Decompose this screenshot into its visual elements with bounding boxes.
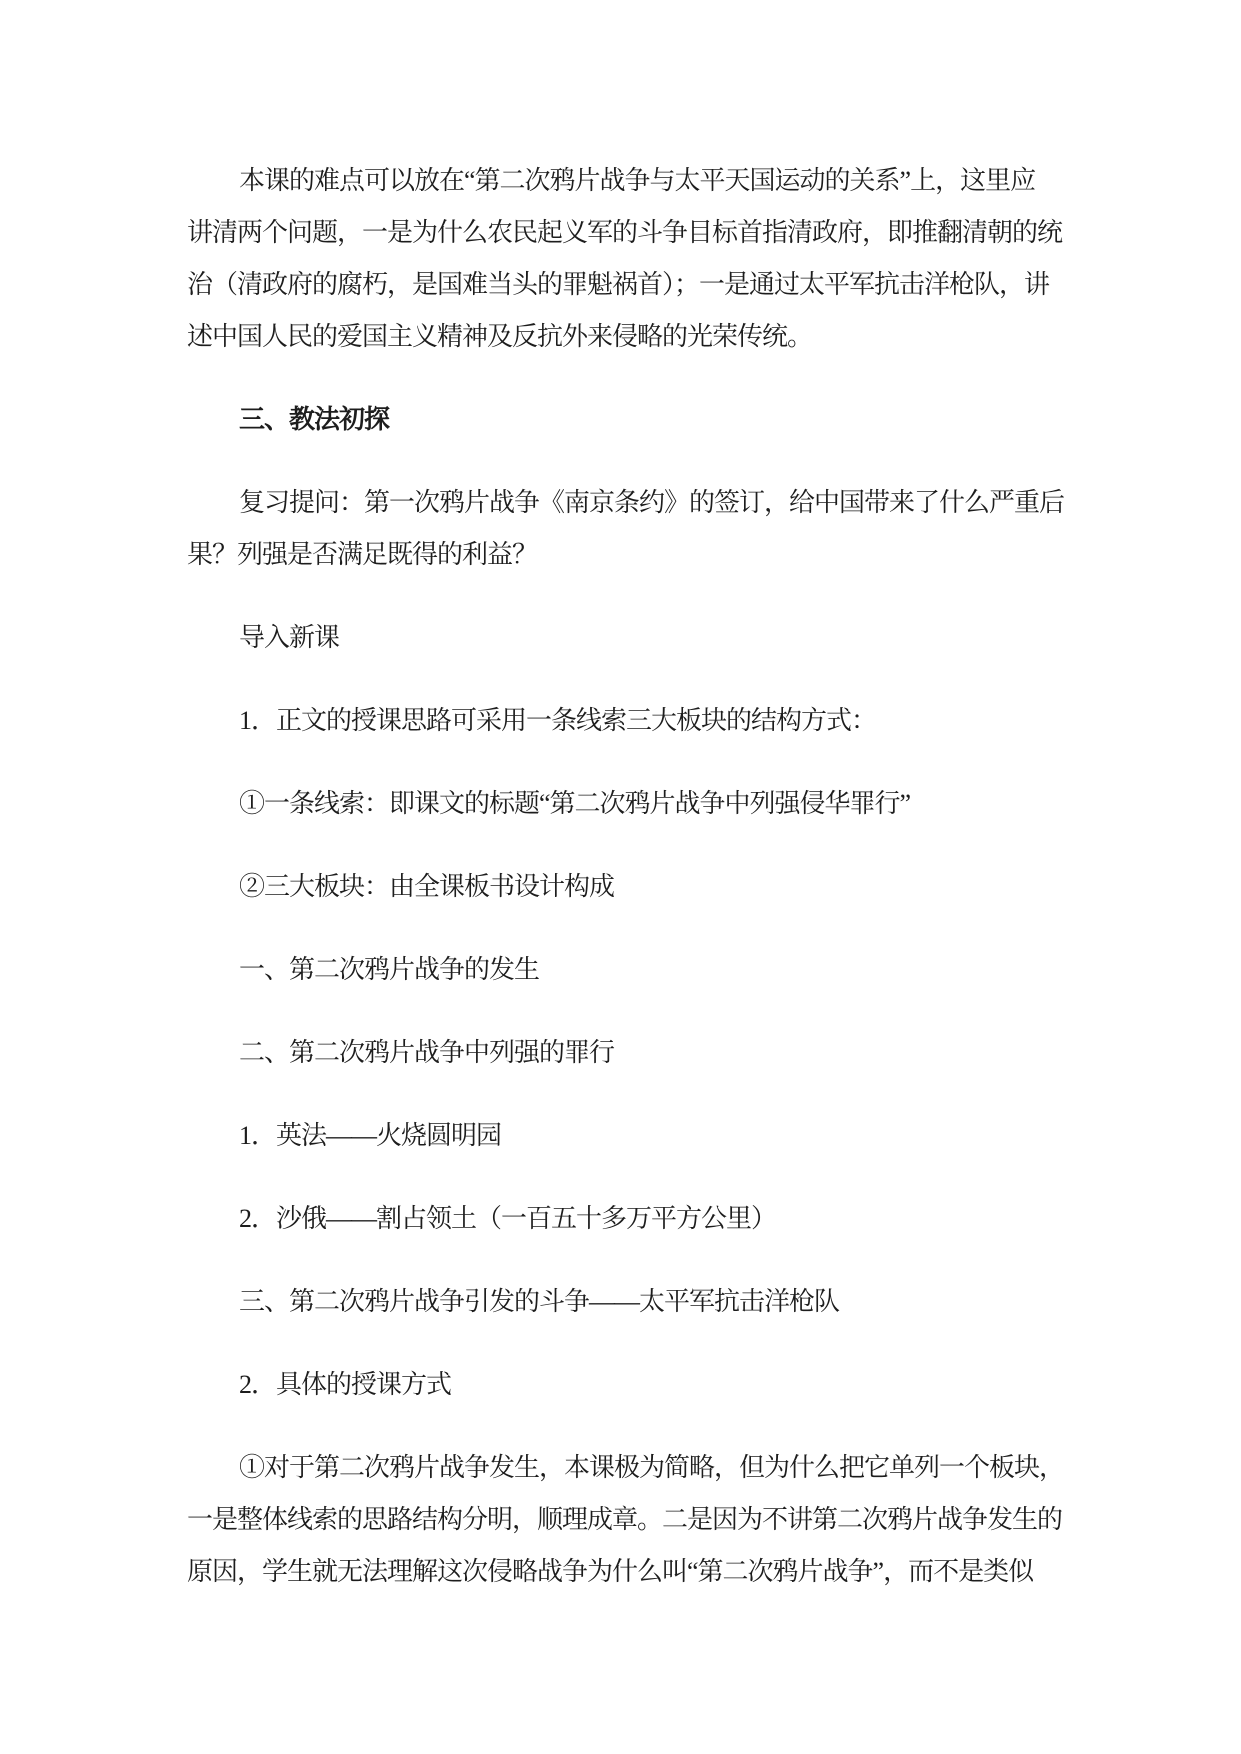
teaching-approach-item-2 xyxy=(187,1359,1107,1411)
three-sections-line xyxy=(187,861,1107,913)
text-line: 讲清两个问题，一是为什么农民起义军的斗争目标首指清政府，即推翻清朝的统 xyxy=(187,218,1063,247)
outline-subitem-russia xyxy=(187,1193,1107,1245)
text-line: 治（清政府的腐朽，是国难当头的罪魁祸首）；一是通过太平军抗击洋枪队，讲 xyxy=(187,270,1050,299)
text-line: 1．正文的授课思路可采用一条线索三大板块的结构方式： xyxy=(239,706,877,735)
text-line: 2．沙俄——割占领土（一百五十多万平方公里） xyxy=(239,1204,777,1233)
text-line: 导入新课 xyxy=(239,623,340,652)
text-line: 述中国人民的爱国主义精神及反抗外来侵略的光荣传统。 xyxy=(187,322,813,351)
text-line: 一是整体线索的思路结构分明，顺理成章。二是因为不讲第二次鸦片战争发生的 xyxy=(187,1505,1063,1534)
outline-item-3 xyxy=(187,1276,1107,1328)
explanation-paragraph xyxy=(187,1442,1107,1598)
text-line: 本课的难点可以放在“第二次鸦片战争与太平天国运动的关系”上，这里应 xyxy=(239,166,1036,195)
text-line: 2．具体的授课方式 xyxy=(239,1370,452,1399)
text-line: ①一条线索：即课文的标题“第二次鸦片战争中列强侵华罪行” xyxy=(239,789,911,818)
text-line: 1．英法——火烧圆明园 xyxy=(239,1121,502,1150)
difficulty-analysis-paragraph xyxy=(187,155,1107,363)
text-line: ②三大板块：由全课板书设计构成 xyxy=(239,872,615,901)
text-line: 果？列强是否满足既得的利益？ xyxy=(187,540,538,569)
text-line: 原因，学生就无法理解这次侵略战争为什么叫“第二次鸦片战争”，而不是类似 xyxy=(187,1557,1034,1586)
document-body xyxy=(187,155,1107,1629)
heading-text-line: 三、教法初探 xyxy=(239,405,390,434)
lead-in-new-lesson-line xyxy=(187,612,1107,664)
text-line: 三、第二次鸦片战争引发的斗争——太平军抗击洋枪队 xyxy=(239,1287,840,1316)
outline-item-1 xyxy=(187,944,1107,996)
text-line: 复习提问：第一次鸦片战争《南京条约》的签订，给中国带来了什么严重后 xyxy=(239,488,1065,517)
text-line: ①对于第二次鸦片战争发生，本课极为简略，但为什么把它单列一个板块， xyxy=(239,1453,1065,1482)
outline-item-2 xyxy=(187,1027,1107,1079)
text-line: 二、第二次鸦片战争中列强的罪行 xyxy=(239,1038,615,1067)
one-clue-line xyxy=(187,778,1107,830)
outline-subitem-britain-france xyxy=(187,1110,1107,1162)
teaching-approach-item-1 xyxy=(187,695,1107,747)
text-line: 一、第二次鸦片战争的发生 xyxy=(239,955,540,984)
section-heading-teaching-method xyxy=(187,394,1107,446)
review-question-paragraph xyxy=(187,477,1107,581)
